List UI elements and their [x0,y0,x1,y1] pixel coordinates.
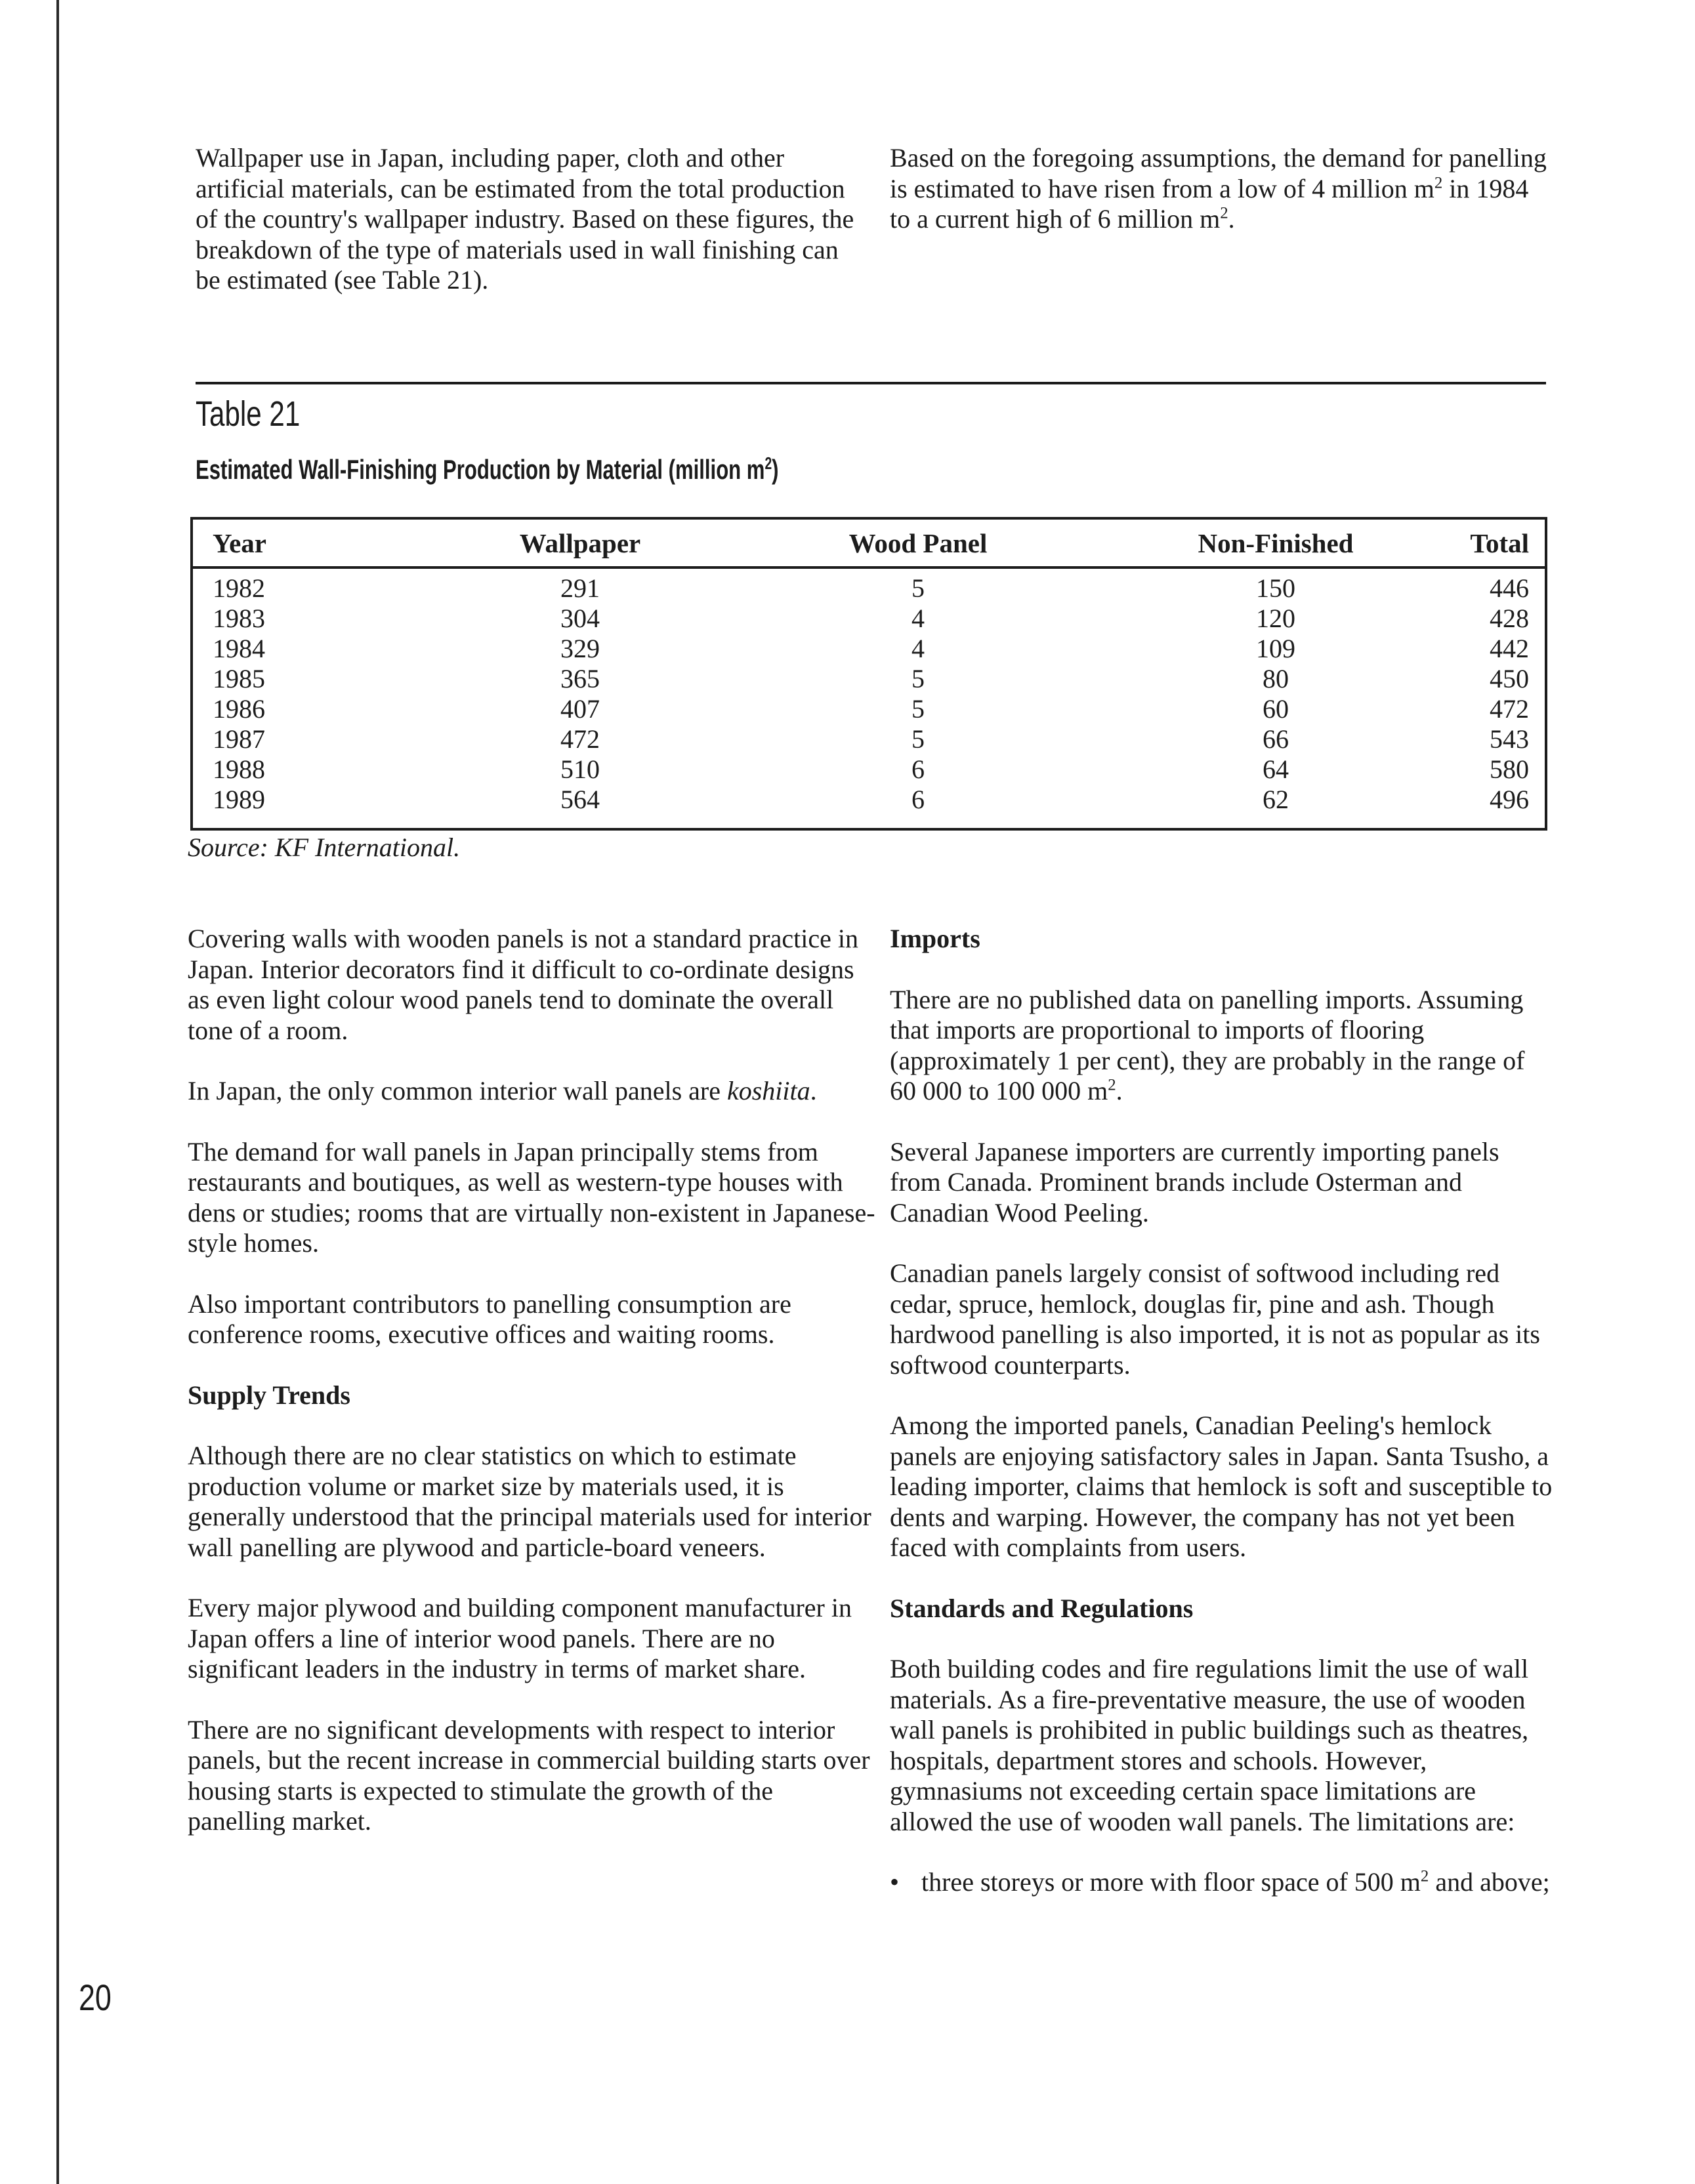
paragraph: Also important contributors to panelling consumption are conference rooms, executive offices and waiting rooms. [188,1288,791,1349]
paragraph: The demand for wall panels in Japan principally stems from restaurants and boutiques, as well as western-type houses with dens or studies; rooms that are virtually non-existent in Japanese-style homes. [188,1136,875,1258]
paragraph: There are no significant developments with respect to interior panels, but the recent increase in commercial building starts over housing starts is expected to stimulate the growth of the panelling market. [188,1714,870,1836]
cell-total: 446 [1490,573,1529,603]
cell-wood-panel: 4 [911,634,925,663]
cell-non-finished: 64 [1263,754,1289,784]
header-total: Total [1470,528,1529,558]
cell-non-finished: 109 [1256,634,1295,663]
cell-wallpaper: 564 [560,785,600,814]
paragraph: Every major plywood and building component manufacturer in Japan offers a line of interior wood panels. There are no significant leaders in the industry in terms of market share. [188,1593,852,1683]
paragraph: In Japan, the only common interior wall panels are koshiita. [188,1076,817,1105]
table-title: Estimated Wall-Finishing Production by Material (million $m^2$) [196,453,779,485]
table-row [193,724,1545,754]
cell-total: 543 [1490,724,1529,754]
table-row [193,604,1545,634]
header-wallpaper: Wallpaper [519,528,641,558]
cell-wallpaper: 510 [560,754,600,784]
cell-non-finished: 120 [1256,604,1295,633]
table-row [193,694,1545,724]
table-header-row [193,520,1545,569]
cell-year: 1983 [213,604,265,633]
paragraph: There are no published data on panelling imports. Assuming that imports are proportional to imports of flooring (approximately 1 per cent), they are probably in the range of 60 000 to 100 000 $m^2$. [890,984,1525,1105]
header-wood-panel: Wood Panel [848,528,988,558]
body-right-column [890,924,1556,1898]
cell-wallpaper: 304 [560,604,600,633]
production-table [190,517,1547,831]
header-year: Year [213,528,266,558]
cell-wallpaper: 329 [560,634,600,663]
cell-year: 1985 [213,664,265,693]
cell-total: 496 [1490,785,1529,814]
cell-wood-panel: 5 [911,724,925,754]
table-top-rule [196,382,1546,384]
paragraph: Several Japanese importers are currently importing panels from Canada. Prominent brands include Osterman and Canadian Wood Peeling. [890,1136,1499,1227]
paragraph: Canadian panels largely consist of softwood including red cedar, spruce, hemlock, douglas fir, pine and ash. Though hardwood panelling is also imported, it is not as popular as its softwood counterparts. [890,1258,1540,1380]
table-row [193,754,1545,785]
cell-wood-panel: 5 [911,573,925,603]
body-left-column [188,924,877,1867]
table-number: Table 21 [196,394,301,434]
paragraph: Both building codes and fire regulations limit the use of wall materials. As a fire-preventative measure, the use of wooden wall panels is prohibited in public buildings such as theatres, hospitals, department stores and schools. However, gymnasiums not exceeding certain space limitations are allowed the use of wooden wall panels. The limitations are: [890,1654,1529,1836]
table-row [193,573,1545,604]
cell-year: 1986 [213,694,265,724]
table-row [193,785,1545,815]
cell-year: 1987 [213,724,265,754]
limitations-list [890,1867,1556,1898]
cell-year: 1988 [213,754,265,784]
section-heading-imports: Imports [890,924,980,953]
cell-year: 1984 [213,634,265,663]
cell-year: 1989 [213,785,265,814]
list-item: • three storeys or more with floor space of 500 $m^2$ and above; [890,1867,1556,1898]
intro-right-column [890,143,1553,265]
cell-year: 1982 [213,573,265,603]
table-source-note: Source: KF International. [188,833,461,862]
cell-total: 472 [1490,694,1529,724]
cell-wallpaper: 472 [560,724,600,754]
table-body [193,573,1545,815]
cell-non-finished: 80 [1263,664,1289,693]
cell-wood-panel: 6 [911,785,925,814]
cell-wallpaper: 407 [560,694,600,724]
cell-wood-panel: 4 [911,604,925,633]
cell-total: 442 [1490,634,1529,663]
paragraph: Covering walls with wooden panels is not a standard practice in Japan. Interior decorators find it difficult to co-ordinate designs as even light colour wood panels tend to dominate the overall tone of a room. [188,924,858,1045]
table-row [193,664,1545,694]
intro-left-column [196,143,865,326]
cell-wallpaper: 365 [560,664,600,693]
section-heading-supply-trends: Supply Trends [188,1380,350,1410]
table-row [193,634,1545,664]
page-binding-edge [56,0,59,2184]
cell-total: 580 [1490,754,1529,784]
cell-non-finished: 62 [1263,785,1289,814]
header-non-finished: Non-Finished [1198,528,1354,558]
paragraph: Among the imported panels, Canadian Peeling's hemlock panels are enjoying satisfactory sales in Japan. Santa Tsusho, a leading importer, claims that hemlock is soft and susceptible to dents and warping. However, the company has not yet been faced with complaints from users. [890,1411,1553,1562]
paragraph: Although there are no clear statistics on which to estimate production volume or market size by materials used, it is generally understood that the principal materials used for interior wall panelling are plywood and particle-board veneers. [188,1441,871,1562]
cell-non-finished: 60 [1263,694,1289,724]
intro-paragraph: Wallpaper use in Japan, including paper, cloth and other artificial materials, can be estimated from the total production of the country's wallpaper industry. Based on these figures, the breakdown of the type of materials used in wall finishing can be estimated (see Table 21). [196,143,854,295]
cell-non-finished: 150 [1256,573,1295,603]
section-heading-standards: Standards and Regulations [890,1593,1194,1623]
page-number: 20 [79,1977,112,2018]
cell-wood-panel: 5 [911,664,925,693]
cell-total: 428 [1490,604,1529,633]
demand-estimate-paragraph: Based on the foregoing assumptions, the demand for panelling is estimated to have risen from a low of 4 million $m^2$ in 1984 to a current high of 6 million $m^2$. [890,143,1547,234]
cell-wood-panel: 6 [911,754,925,784]
cell-total: 450 [1490,664,1529,693]
cell-wallpaper: 291 [560,573,600,603]
cell-non-finished: 66 [1263,724,1289,754]
cell-wood-panel: 5 [911,694,925,724]
